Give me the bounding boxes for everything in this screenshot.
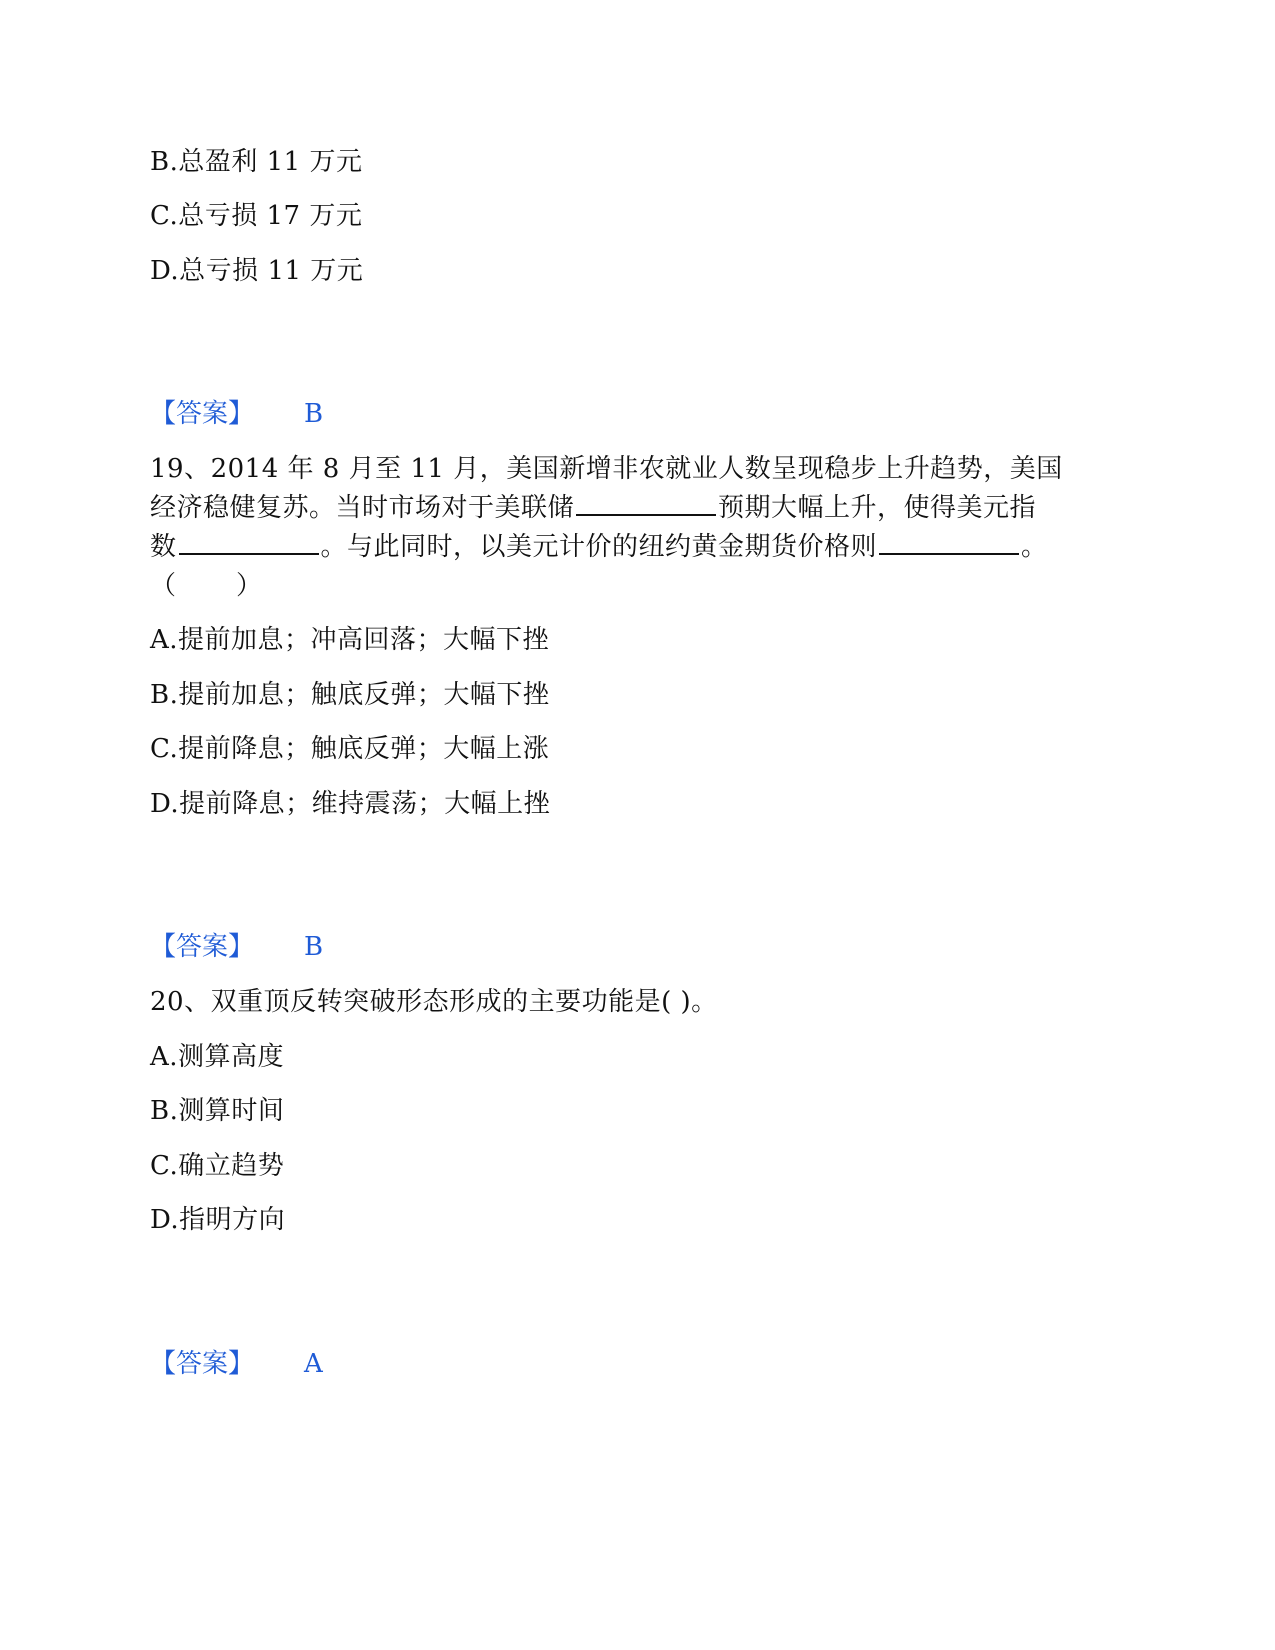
fill-blank-3: [879, 527, 1019, 555]
option-b: B.测算时间: [150, 1096, 285, 1126]
answer-value: B: [304, 932, 324, 962]
option-c: C.提前降息；触底反弹；大幅上涨: [150, 734, 550, 764]
question-19-text: 数: [150, 532, 177, 562]
answer-block: [150, 1344, 323, 1384]
paren-open: （: [150, 571, 177, 601]
answer-label: 【答案】: [150, 932, 255, 962]
option-b: B.总盈利 11 万元: [150, 147, 363, 177]
answer-label: 【答案】: [150, 399, 255, 429]
answer-block: [150, 927, 323, 967]
question-19-line-2: [150, 488, 1036, 528]
question-19-text: 。与此同时，以美元计价的纽约黄金期货价格则: [320, 532, 878, 562]
answer-value: A: [304, 1349, 323, 1379]
fill-blank-1: [576, 488, 716, 516]
answer-parentheses: [150, 566, 262, 606]
paren-close: ）: [236, 571, 263, 601]
answer-block: [150, 394, 323, 434]
option-a: A.测算高度: [150, 1042, 285, 1072]
option-d: D.指明方向: [150, 1205, 286, 1235]
fill-blank-2: [179, 527, 319, 555]
question-19-line-1: 19、2014 年 8 月至 11 月，美国新增非农就业人数呈现稳步上升趋势，美国: [150, 454, 1063, 484]
answer-label: 【答案】: [150, 1349, 255, 1379]
question-19-line-3: [150, 527, 1048, 567]
option-d: D.总亏损 11 万元: [150, 256, 364, 286]
option-c: C.确立趋势: [150, 1151, 285, 1181]
question-19-text: 预期大幅上升，使得美元指: [718, 493, 1037, 523]
option-d: D.提前降息；维持震荡；大幅上挫: [150, 789, 551, 819]
question-19-text: 。: [1021, 532, 1048, 562]
option-c: C.总亏损 17 万元: [150, 201, 363, 231]
question-20: 20、双重顶反转突破形态形成的主要功能是( )。: [150, 987, 718, 1017]
answer-value: B: [304, 399, 324, 429]
option-b: B.提前加息；触底反弹；大幅下挫: [150, 680, 550, 710]
option-a: A.提前加息；冲高回落；大幅下挫: [150, 625, 550, 655]
question-19-text: 经济稳健复苏。当时市场对于美联储: [150, 493, 575, 523]
